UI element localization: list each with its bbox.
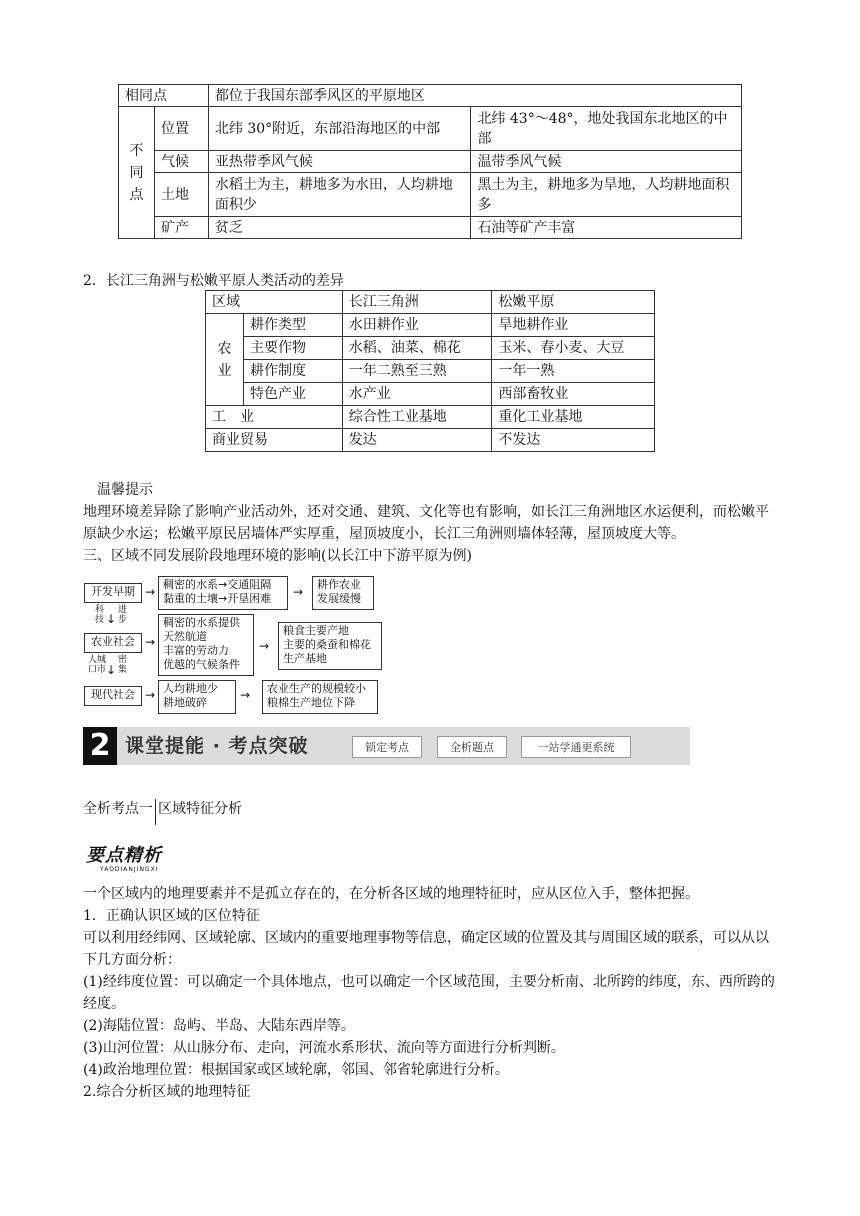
paragraph: (3)山河位置：从山脉分布、走向，河流水系形状、流向等方面进行分析判断。 [83, 1040, 565, 1056]
commerce-b: 不发达 [492, 429, 655, 452]
cause: 优越的气候条件 [163, 658, 240, 671]
result: 农业生产的规模较小 [267, 682, 366, 695]
paragraph: 一个区域内的地理要素并不是孤立存在的，在分析各区域的地理特征时，应从区位入手，整体把握。 [83, 886, 699, 902]
tip-text: 地理环境差异除了影响产业活动外，还对交通、建筑、文化等也有影响，如长江三角洲地区水运便利，而松嫩平原缺少水运；松嫩平原民居墙体严实厚重，屋顶坡度小，长江三角洲则墙体轻薄，屋顶坡度大等。 [83, 504, 769, 542]
lock-kaodian-button[interactable]: 锁定考点 [352, 736, 422, 758]
agri-a: 水田耕作业 [342, 314, 492, 337]
agri-item: 主要作物 [243, 337, 342, 360]
arrow-icon: → [259, 639, 270, 653]
link-progress: 进步 [118, 605, 128, 625]
section-3-title: 三、区域不同发展阶段地理环境的影响(以长江中下游平原为例) [83, 548, 472, 564]
agri-b: 玉米、春小麦、大豆 [492, 337, 655, 360]
table2-header: 松嫩平原 [492, 291, 655, 314]
agri-a: 水产业 [342, 383, 492, 406]
system-learning-button[interactable]: 一站学通更系统 [521, 736, 631, 758]
stage-agricultural-result [278, 622, 382, 670]
stage-agricultural: 农业社会 [84, 633, 142, 653]
agri-b: 旱地耕作业 [492, 314, 655, 337]
agri-a: 一年二熟至三熟 [342, 360, 492, 383]
agri-b: 一年一熟 [492, 360, 655, 383]
diff-label: 不同点 [119, 107, 155, 239]
result: 主要的桑蚕和棉花 [283, 638, 371, 651]
result: 生产基地 [283, 652, 327, 665]
cause: 稠密的水系→交通阻隔 [163, 578, 272, 591]
link-tech: 科技 [95, 605, 105, 625]
comparison-table-1 [118, 84, 742, 239]
same-label: 相同点 [119, 85, 209, 107]
banner-number: 2 [83, 727, 117, 765]
yaodian-pinyin: YAODIANJINGXI [100, 866, 159, 873]
same-value: 都位于我国东部季风区的平原地区 [208, 85, 741, 107]
result: 发展缓慢 [317, 592, 361, 605]
arrow-icon: → [145, 688, 156, 702]
row-b: 石油等矿产丰富 [471, 217, 742, 239]
paragraph: (2)海陆位置：岛屿、半岛、大陆东西岸等。 [83, 1018, 355, 1034]
result: 粮食主要产地 [283, 624, 349, 637]
result: 耕作农业 [317, 578, 361, 591]
section-2-title: 2．长江三角洲与松嫩平原人类活动的差异 [83, 273, 344, 289]
stage-early: 开发早期 [84, 583, 142, 603]
paragraph-heading: 2.综合分析区域的地理特征 [83, 1084, 251, 1100]
row-b: 黑土为主，耕地多为旱地，人均耕地面积多 [471, 173, 742, 217]
cause: 天然航道 [163, 630, 207, 643]
yaodian-logo [86, 846, 186, 874]
paragraph: (4)政治地理位置：根据国家或区域轮廓，邻国、邻省轮廓进行分析。 [83, 1062, 509, 1078]
row-item: 位置 [154, 107, 208, 151]
kaodian-label: 全析考点一 [83, 801, 153, 817]
kaodian-heading [83, 799, 242, 825]
yaodian-title: 要点精析 [86, 845, 162, 866]
stage-agricultural-causes [158, 614, 254, 676]
agri-a: 水稻、油菜、棉花 [342, 337, 492, 360]
arrow-icon: → [145, 635, 156, 649]
section-banner [83, 727, 690, 765]
commerce-a: 发达 [342, 429, 492, 452]
link-population: 人城口市 [88, 655, 107, 675]
arrow-down-icon: ↓ [106, 612, 117, 626]
row-b: 北纬 43°～48°，地处我国东北地区的中部 [471, 107, 742, 151]
stage-modern: 现代社会 [84, 686, 142, 706]
stage-modern-causes [158, 680, 236, 714]
agri-item: 耕作类型 [243, 314, 342, 337]
paragraph-heading: 1．正确认识区域的区位特征 [83, 908, 260, 924]
arrow-icon: → [293, 585, 304, 599]
row-item: 气候 [154, 151, 208, 173]
industry-b: 重化工业基地 [492, 406, 655, 429]
stage-early-causes [158, 576, 288, 610]
industry-label: 工 业 [206, 406, 343, 429]
cause: 黏重的土壤→开垦困难 [163, 592, 272, 605]
cause: 人均耕地少 [163, 682, 218, 695]
divider [155, 799, 156, 825]
cause: 丰富的劳动力 [163, 644, 229, 657]
row-a: 亚热带季风气候 [208, 151, 471, 173]
arrow-down-icon: ↓ [106, 663, 117, 677]
table2-header: 长江三角洲 [342, 291, 492, 314]
link-dense: 密集 [118, 655, 128, 675]
kaodian-title: 区域特征分析 [158, 801, 242, 817]
row-a: 北纬 30°附近，东部沿海地区的中部 [208, 107, 471, 151]
agri-item: 特色产业 [243, 383, 342, 406]
row-a: 贫乏 [208, 217, 471, 239]
analyze-tidian-button[interactable]: 全析题点 [437, 736, 507, 758]
result: 粮棉生产地位下降 [267, 696, 355, 709]
paragraph: 可以利用经纬网、区域轮廓、区域内的重要地理事物等信息，确定区域的位置及其与周围区域的联系，可以从以下几方面分析： [83, 930, 769, 968]
industry-a: 综合性工业基地 [342, 406, 492, 429]
paragraph: (1)经纬度位置：可以确定一个具体地点，也可以确定一个区域范围，主要分析南、北所跨的纬度，东、西所跨的经度。 [83, 974, 775, 1012]
agri-label: 农业 [206, 314, 244, 406]
agri-b: 西部畜牧业 [492, 383, 655, 406]
cause: 耕地破碎 [163, 696, 207, 709]
row-b: 温带季风气候 [471, 151, 742, 173]
banner-title: 课堂提能 · 考点突破 [125, 735, 309, 757]
stage-early-result [312, 576, 374, 610]
comparison-table-2 [205, 290, 655, 452]
arrow-icon: → [240, 688, 251, 702]
row-item: 土地 [154, 173, 208, 217]
row-a: 水稻土为主，耕地多为水田，人均耕地面积少 [208, 173, 471, 217]
commerce-label: 商业贸易 [206, 429, 343, 452]
table2-header: 区域 [206, 291, 343, 314]
arrow-icon: → [145, 585, 156, 599]
tip-title: 温馨提示 [97, 482, 153, 498]
row-item: 矿产 [154, 217, 208, 239]
agri-item: 耕作制度 [243, 360, 342, 383]
stage-modern-result [262, 680, 378, 714]
cause: 稠密的水系提供 [163, 616, 240, 629]
